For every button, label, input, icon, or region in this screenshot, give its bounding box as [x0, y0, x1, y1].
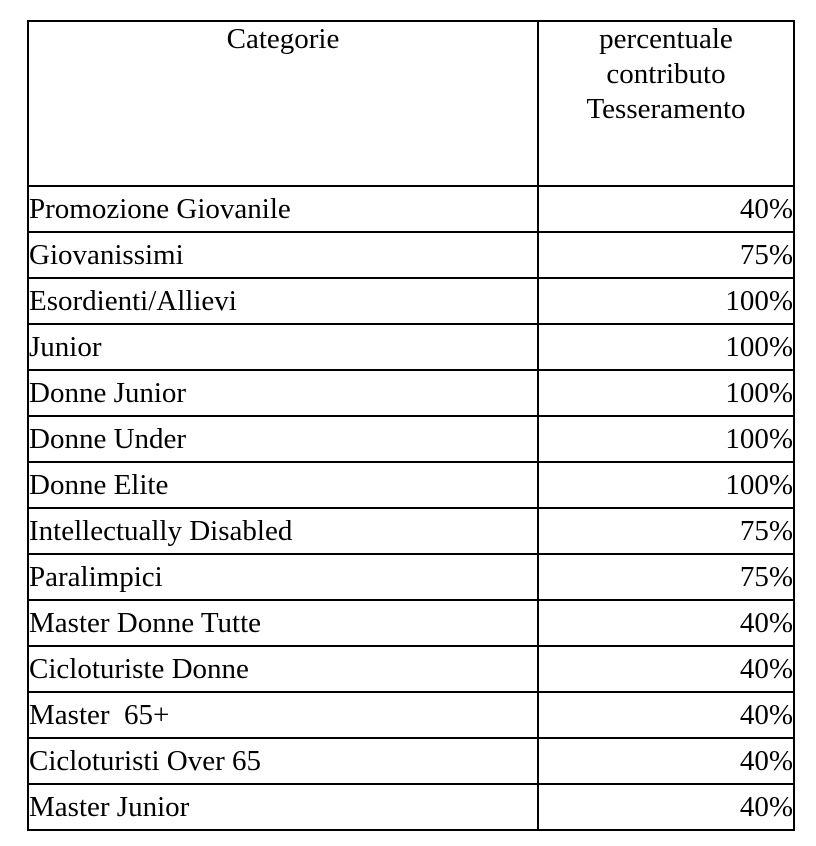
table-row	[28, 508, 794, 554]
header-percent-line-1: percentuale	[599, 23, 733, 55]
table-row	[28, 416, 794, 462]
percent-cell: 40%	[538, 600, 794, 646]
category-cell: Giovanissimi	[28, 232, 538, 278]
percent-cell: 100%	[538, 278, 794, 324]
percent-cell: 100%	[538, 462, 794, 508]
category-cell: Cicloturisti Over 65	[28, 738, 538, 784]
table-row	[28, 232, 794, 278]
table-row	[28, 692, 794, 738]
table-row	[28, 600, 794, 646]
header-percent	[538, 21, 794, 186]
table-row	[28, 554, 794, 600]
header-percent-line-3: Tesseramento	[586, 93, 746, 125]
percent-cell: 40%	[538, 784, 794, 830]
category-cell: Cicloturiste Donne	[28, 646, 538, 692]
table-row	[28, 278, 794, 324]
category-cell: Donne Junior	[28, 370, 538, 416]
category-cell: Junior	[28, 324, 538, 370]
category-cell: Master Donne Tutte	[28, 600, 538, 646]
table-row	[28, 462, 794, 508]
category-cell: Donne Under	[28, 416, 538, 462]
category-cell: Intellectually Disabled	[28, 508, 538, 554]
header-percent-line-2: contributo	[606, 58, 726, 90]
percent-cell: 100%	[538, 324, 794, 370]
percent-cell: 40%	[538, 646, 794, 692]
contribution-table	[27, 20, 795, 831]
percent-cell: 100%	[538, 370, 794, 416]
category-cell: Esordienti/Allievi	[28, 278, 538, 324]
percent-cell: 40%	[538, 692, 794, 738]
percent-cell: 100%	[538, 416, 794, 462]
table-row	[28, 324, 794, 370]
category-cell: Master 65+	[28, 692, 538, 738]
category-cell: Donne Elite	[28, 462, 538, 508]
table-row	[28, 784, 794, 830]
percent-cell: 75%	[538, 232, 794, 278]
table-row	[28, 738, 794, 784]
table-header-row	[28, 21, 794, 186]
category-cell: Promozione Giovanile	[28, 186, 538, 232]
percent-cell: 75%	[538, 508, 794, 554]
percent-cell: 75%	[538, 554, 794, 600]
percent-cell: 40%	[538, 738, 794, 784]
percent-cell: 40%	[538, 186, 794, 232]
table-row	[28, 370, 794, 416]
category-cell: Master Junior	[28, 784, 538, 830]
category-cell: Paralimpici	[28, 554, 538, 600]
table-row	[28, 186, 794, 232]
header-category: Categorie	[28, 21, 538, 186]
table-row	[28, 646, 794, 692]
